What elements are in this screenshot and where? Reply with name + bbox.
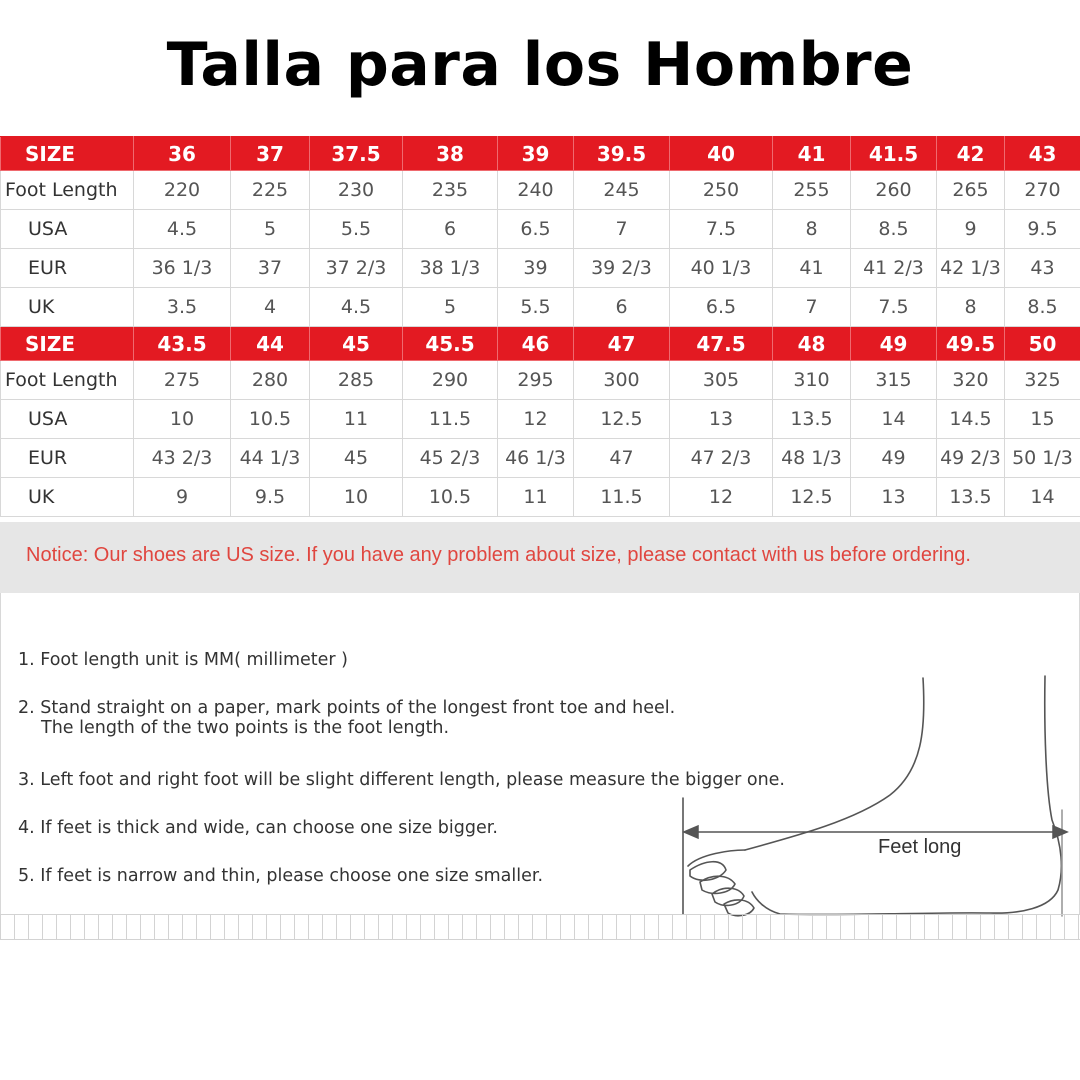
table-cell: 8.5: [851, 210, 937, 249]
table-cell: 38 1/3: [403, 249, 498, 288]
size-header-cell: 38: [403, 137, 498, 171]
table-cell: 37 2/3: [310, 249, 403, 288]
arrow-right-icon: [1053, 826, 1067, 838]
table-cell: 305: [670, 361, 773, 400]
table-cell: 220: [134, 171, 231, 210]
page-title: Talla para los Hombre: [166, 30, 914, 100]
table-row: [1, 400, 1080, 439]
table-cell: 310: [773, 361, 851, 400]
table-cell: 46 1/3: [498, 439, 574, 478]
table-cell: 10.5: [231, 400, 310, 439]
feet-long-label: Feet long: [878, 836, 962, 858]
table-cell: 10: [310, 478, 403, 517]
foot-measurement-illustration: [660, 670, 1080, 930]
table-cell: 13.5: [773, 400, 851, 439]
size-header-cell: 50: [1005, 327, 1080, 361]
table-cell: 41 2/3: [851, 249, 937, 288]
size-header-cell: 41.5: [851, 137, 937, 171]
table-cell: 9: [134, 478, 231, 517]
table-cell: 43 2/3: [134, 439, 231, 478]
step-2-line-1: 2. Stand straight on a paper, mark points of the longest front toe and heel.: [18, 698, 676, 718]
size-header-cell: 45.5: [403, 327, 498, 361]
row-label: UK: [1, 288, 134, 327]
size-header-cell: 37.5: [310, 137, 403, 171]
table-cell: 7: [574, 210, 670, 249]
row-label: EUR: [1, 249, 134, 288]
leg-back-outline: [752, 676, 1061, 915]
table-cell: 49 2/3: [937, 439, 1005, 478]
table-cell: 40 1/3: [670, 249, 773, 288]
table-cell: 275: [134, 361, 231, 400]
size-header-cell: 47: [574, 327, 670, 361]
notice-band: [0, 522, 1080, 593]
table-cell: 4.5: [310, 288, 403, 327]
size-header-cell: 45: [310, 327, 403, 361]
table-cell: 4.5: [134, 210, 231, 249]
table-cell: 47: [574, 439, 670, 478]
leg-front-outline: [745, 678, 924, 850]
table-cell: 49: [851, 439, 937, 478]
size-header-cell: 49: [851, 327, 937, 361]
step-1: 1. Foot length unit is MM( millimeter ): [18, 650, 349, 670]
table-cell: 8: [773, 210, 851, 249]
size-header-label: SIZE: [1, 137, 134, 171]
table-cell: 300: [574, 361, 670, 400]
table-cell: 13.5: [937, 478, 1005, 517]
table-cell: 45 2/3: [403, 439, 498, 478]
table-cell: 36 1/3: [134, 249, 231, 288]
size-header-cell: 43: [1005, 137, 1080, 171]
table-cell: 4: [231, 288, 310, 327]
size-header-cell: 39.5: [574, 137, 670, 171]
table-cell: 6: [574, 288, 670, 327]
table-cell: 240: [498, 171, 574, 210]
step-2: [18, 698, 675, 738]
ruler-strip: [0, 914, 1080, 940]
table-cell: 6.5: [670, 288, 773, 327]
table-cell: 39 2/3: [574, 249, 670, 288]
table-cell: 6: [403, 210, 498, 249]
table1-header-row: [1, 137, 1080, 171]
table-cell: 37: [231, 249, 310, 288]
size-header-cell: 49.5: [937, 327, 1005, 361]
table-cell: 12.5: [574, 400, 670, 439]
table-row: [1, 439, 1080, 478]
row-label: UK: [1, 478, 134, 517]
table-cell: 270: [1005, 171, 1080, 210]
size-header-cell: 36: [134, 137, 231, 171]
table-cell: 225: [231, 171, 310, 210]
table-row: [1, 210, 1080, 249]
table-cell: 43: [1005, 249, 1080, 288]
table-cell: 48 1/3: [773, 439, 851, 478]
size-chart-table: [0, 136, 1080, 517]
table-cell: 265: [937, 171, 1005, 210]
table-cell: 325: [1005, 361, 1080, 400]
table-cell: 12.5: [773, 478, 851, 517]
row-label: Foot Length: [1, 171, 134, 210]
table-cell: 290: [403, 361, 498, 400]
size-header-cell: 47.5: [670, 327, 773, 361]
table-cell: 11: [498, 478, 574, 517]
frame-border-left: [0, 593, 1, 914]
table-row: [1, 288, 1080, 327]
size-header-cell: 46: [498, 327, 574, 361]
table-cell: 14: [1005, 478, 1080, 517]
size-header-cell: 41: [773, 137, 851, 171]
table-cell: 245: [574, 171, 670, 210]
table-cell: 6.5: [498, 210, 574, 249]
size-header-cell: 42: [937, 137, 1005, 171]
table-cell: 280: [231, 361, 310, 400]
size-header-label: SIZE: [1, 327, 134, 361]
step-2-line-2: The length of the two points is the foot length.: [41, 718, 450, 738]
table-cell: 10.5: [403, 478, 498, 517]
size-header-cell: 44: [231, 327, 310, 361]
toe-base: [688, 850, 745, 866]
table-cell: 14.5: [937, 400, 1005, 439]
table-cell: 50 1/3: [1005, 439, 1080, 478]
table-cell: 15: [1005, 400, 1080, 439]
table-cell: 8.5: [1005, 288, 1080, 327]
row-label: USA: [1, 210, 134, 249]
table-cell: 260: [851, 171, 937, 210]
table-cell: 11.5: [574, 478, 670, 517]
size-header-cell: 48: [773, 327, 851, 361]
step-3: 3. Left foot and right foot will be slight different length, please measure the bigger one.: [18, 770, 785, 790]
table-cell: 7.5: [851, 288, 937, 327]
notice-text: Notice: Our shoes are US size. If you have any problem about size, please contact with us before ordering.: [26, 544, 971, 566]
table-cell: 255: [773, 171, 851, 210]
table-cell: 320: [937, 361, 1005, 400]
table-cell: 41: [773, 249, 851, 288]
table-cell: 10: [134, 400, 231, 439]
table-cell: 235: [403, 171, 498, 210]
table-cell: 5.5: [310, 210, 403, 249]
size-header-cell: 37: [231, 137, 310, 171]
table-cell: 8: [937, 288, 1005, 327]
table-cell: 13: [670, 400, 773, 439]
step-4: 4. If feet is thick and wide, can choose one size bigger.: [18, 818, 498, 838]
table-cell: 11: [310, 400, 403, 439]
table-cell: 9.5: [231, 478, 310, 517]
table-cell: 315: [851, 361, 937, 400]
size-header-cell: 43.5: [134, 327, 231, 361]
table-cell: 14: [851, 400, 937, 439]
table-cell: 5: [403, 288, 498, 327]
row-label: USA: [1, 400, 134, 439]
table-cell: 13: [851, 478, 937, 517]
table-row: [1, 478, 1080, 517]
table-row: [1, 361, 1080, 400]
table2-header-row: [1, 327, 1080, 361]
table-cell: 295: [498, 361, 574, 400]
table-row: [1, 171, 1080, 210]
table-cell: 11.5: [403, 400, 498, 439]
table-cell: 230: [310, 171, 403, 210]
table-row: [1, 249, 1080, 288]
table-cell: 5: [231, 210, 310, 249]
table-cell: 45: [310, 439, 403, 478]
size-header-cell: 40: [670, 137, 773, 171]
table-cell: 285: [310, 361, 403, 400]
table-cell: 250: [670, 171, 773, 210]
table-cell: 47 2/3: [670, 439, 773, 478]
table-cell: 39: [498, 249, 574, 288]
table-cell: 9.5: [1005, 210, 1080, 249]
table-cell: 44 1/3: [231, 439, 310, 478]
table-cell: 12: [498, 400, 574, 439]
row-label: EUR: [1, 439, 134, 478]
table-cell: 7: [773, 288, 851, 327]
size-header-cell: 39: [498, 137, 574, 171]
arrow-left-icon: [684, 826, 698, 838]
table-cell: 7.5: [670, 210, 773, 249]
step-5: 5. If feet is narrow and thin, please choose one size smaller.: [18, 866, 544, 886]
row-label: Foot Length: [1, 361, 134, 400]
table-cell: 42 1/3: [937, 249, 1005, 288]
table-cell: 5.5: [498, 288, 574, 327]
table-cell: 12: [670, 478, 773, 517]
table-cell: 3.5: [134, 288, 231, 327]
table-cell: 9: [937, 210, 1005, 249]
